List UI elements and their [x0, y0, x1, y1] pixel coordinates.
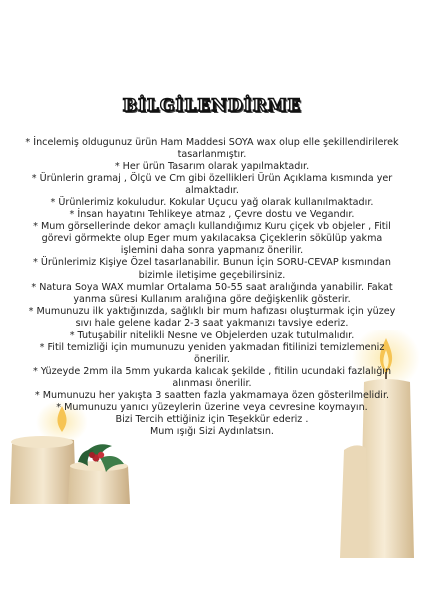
- text-line: * Yüzeyde 2mm ila 5mm yukarda kalıcak şekilde , fitilin ucundaki fazlalığın: [32, 365, 392, 377]
- text-line: * Fitil temizliği için mumunuzu yeniden yakmadan fitilinizi temizlemeniz: [39, 341, 385, 353]
- text-line: * Mumunuzu ilk yaktığınızda, sağlıklı bir mum hafızası oluşturmak için yüzey: [28, 305, 396, 317]
- text-line: tasarlanmıştır.: [177, 149, 247, 161]
- text-line: önerilir.: [194, 353, 230, 365]
- text-line: * İnsan hayatını Tehlikeye atmaz , Çevre dostu ve Vegandır.: [69, 209, 355, 221]
- text-line: * Her ürün Tasarım olarak yapılmaktadır.: [114, 161, 310, 173]
- text-line: * Mum görsellerinde dekor amaçlı kullandığımız Kuru çiçek vb objeler , Fitil: [33, 221, 391, 233]
- text-line: almaktadır.: [185, 185, 239, 197]
- text-line: işlemini daha sonra yapmanız önerilir.: [120, 245, 304, 257]
- info-text-block: [4, 137, 420, 438]
- text-line: * Ürünlerin gramaj , Ölçü ve Cm gibi özellikleri Ürün Açıklama kısmında yer: [31, 173, 393, 185]
- text-line: * Ürünlerimiz kokuludur. Kokular Uçucu yağ olarak kullanılmaktadır.: [50, 197, 374, 209]
- text-line: bizimle iletişime geçebilirsiniz.: [138, 269, 286, 281]
- text-line: * İncelemiş oldugunuz ürün Ham Maddesi SOYA wax olup elle şekillendirilerek: [25, 137, 399, 148]
- text-line: * Tutuşabilir nitelikli Nesne ve Objelerden uzak tutulmalıdır.: [69, 329, 355, 341]
- text-line: sıvı hale gelene kadar 2-3 saat yakmanızı tavsiye ederiz.: [75, 317, 349, 329]
- text-line: alınması önerilir.: [172, 377, 252, 389]
- text-line: görevi görmekte olup Eger mum yakılacaksa Çiçeklerin sökülüp yakma: [41, 233, 383, 245]
- text-line: Mum ışığı Sizi Aydınlatsın.: [150, 426, 274, 438]
- text-line: * Ürünlerimiz Kişiye Özel tasarlanabilir. Bunun İçin SORU-CEVAP kısmından: [32, 257, 392, 269]
- text-line: * Natura Soya WAX mumlar Ortalama 50-55 saat aralığında yanabilir. Fakat: [31, 281, 393, 293]
- text-line: yanma süresi Kullanım aralığına göre değişkenlik gösterir.: [73, 293, 351, 305]
- text-line: Bizi Tercih ettiğiniz için Teşekkür ederiz .: [115, 414, 309, 426]
- page-title: BİLGİLENDİRME: [122, 96, 302, 116]
- text-line: * Mumunuzu yanıcı yüzeylerin üzerine veya cevresine koymayın.: [56, 402, 368, 414]
- text-line: * Mumunuzu her yakışta 3 saatten fazla yakmamaya özen gösterilmelidir.: [34, 389, 390, 401]
